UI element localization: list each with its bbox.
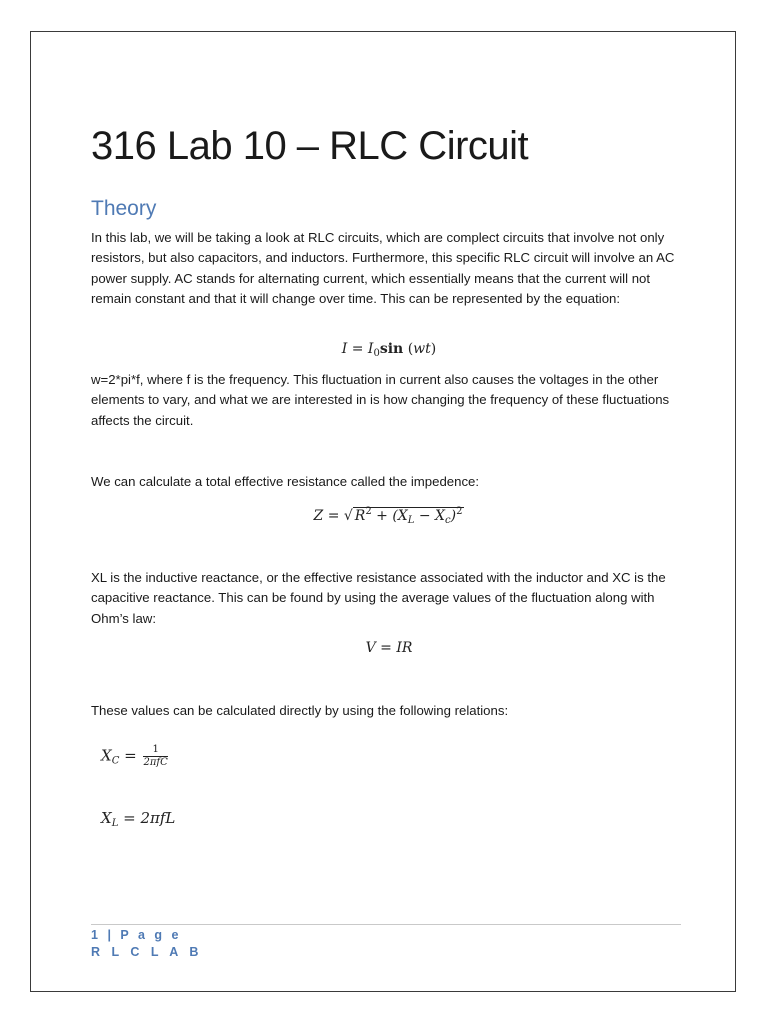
paragraph-relations: These values can be calculated directly by using the following relations: [91,703,509,718]
document-title: 316 Lab 10 – RLC Circuit [91,124,529,168]
paragraph-frequency: w=2*pi*f, where f is the frequency. This fluctuation in current also causes the voltages in the other elements to vary, and what we are interested in is how changing the frequency of these fluctuations affects the circuit. [91,372,670,428]
paragraph-reactance: XL is the inductive reactance, or the effective resistance associated with the inductor and XC is the capacitive reactance. This can be found by using the average values of the fluctuation along with Ohm’s law: [91,570,666,626]
equation-current: $I = I_0\sin$ (wt) [341,341,437,359]
footer-divider [91,924,681,925]
equation-capacitive-reactance: $X_C$ = $\frac{1}{\text{2πfC}}$ [101,744,168,768]
equation-impedance: Z = √ $R^2 + (X_L - X_c)^2$ [313,506,463,526]
section-heading-theory: Theory [91,197,157,220]
footer-lab-name: R L C L A B [91,945,203,959]
paragraph-impedance-intro: We can calculate a total effective resistance called the impedence: [91,474,480,489]
equation-ohms-law: V = IR [365,640,413,656]
paragraph-intro: In this lab, we will be taking a look at RLC circuits, which are complect circuits that involve not only resistors, but also capacitors, and inductors. Furthermore, this specific RLC circuit will involve an AC power supply. AC stands for alternating current, which essentially means that the current will not remain constant and that it will change over time. This can be represented by the equation: [91,230,675,306]
equation-inductive-reactance: $X_L = 2\pi fL$ [101,809,176,829]
document-page [30,31,736,992]
page-number: 1 [91,928,101,942]
page-label: | P a g e [107,928,182,942]
footer-page-number [91,928,181,942]
